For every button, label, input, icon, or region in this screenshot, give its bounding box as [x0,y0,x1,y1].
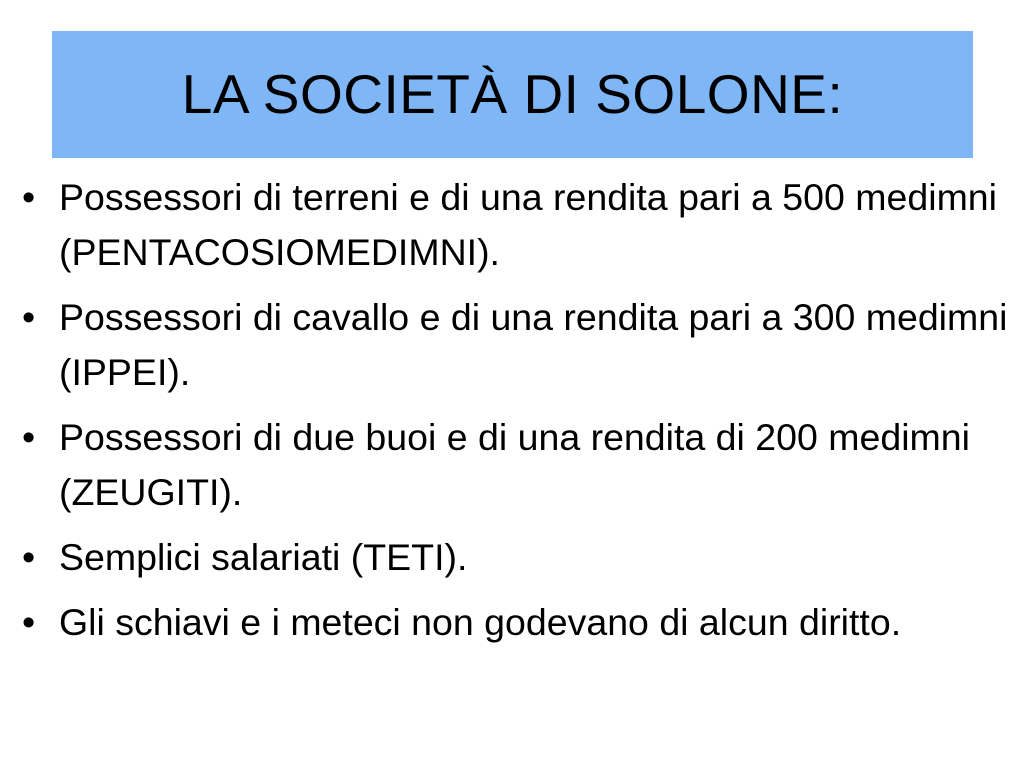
title-banner [52,31,973,158]
bullet-item [22,410,1012,520]
bullet-item [22,290,1012,400]
bullet-icon: • [22,296,36,338]
bullet-text: Gli schiavi e i meteci non godevano di alcun diritto. [59,601,902,643]
bullet-item [22,170,1012,280]
bullet-text: Possessori di terreni e di una rendita pari a 500 medimni (PENTACOSIOMEDIMNI). [59,176,997,273]
bullet-list [22,170,1012,660]
bullet-item [22,595,1012,650]
bullet-item [22,530,1012,585]
slide-title: LA SOCIETÀ DI SOLONE: [181,63,844,125]
bullet-icon: • [22,536,36,578]
bullet-icon: • [22,176,36,218]
bullet-text: Possessori di cavallo e di una rendita pari a 300 medimni (IPPEI). [59,296,1008,393]
bullet-text: Semplici salariati (TETI). [59,536,468,578]
bullet-icon: • [22,416,36,458]
bullet-icon: • [22,601,36,643]
bullet-text: Possessori di due buoi e di una rendita di 200 medimni (ZEUGITI). [59,416,970,513]
